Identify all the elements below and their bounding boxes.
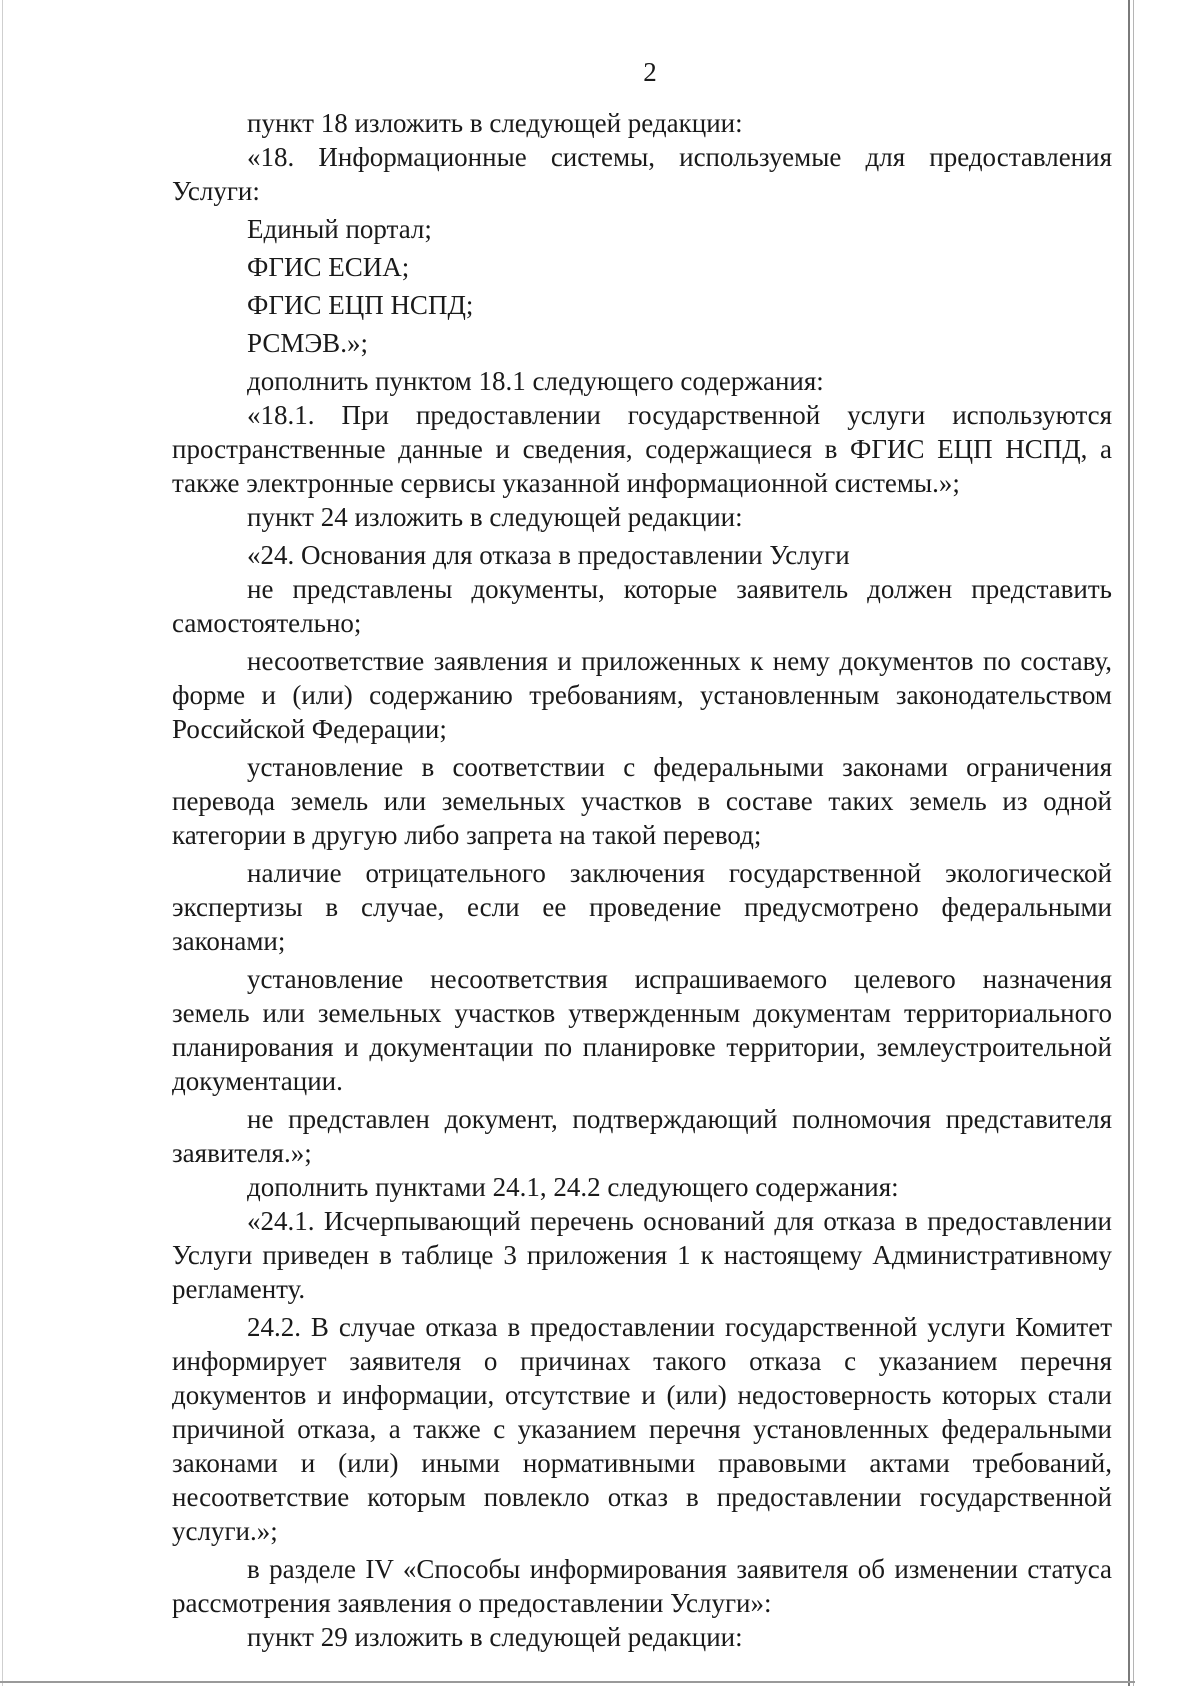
scan-edge-bottom	[0, 1681, 1135, 1683]
paragraph-8: «18.1. При предоставлении государственной услуги используются пространственные данные и сведения, содержащиеся в ФГИС ЕЦП НСПД, а также электронные сервисы указанной информационной системы.»;	[172, 400, 1112, 498]
scan-edge-left	[2, 0, 3, 1686]
paragraph-20: в разделе IV «Способы информирования заявителя об изменении статуса рассмотрения заявления о предоставлении Услуги»:	[172, 1554, 1112, 1618]
paragraph-7: дополнить пунктом 18.1 следующего содержания:	[247, 366, 824, 396]
paragraph-6: РСМЭВ.»;	[247, 328, 368, 358]
paragraph-21: пункт 29 изложить в следующей редакции:	[247, 1622, 743, 1652]
paragraph-12: несоответствие заявления и приложенных к нему документов по составу, форме и (или) содержанию требованиям, установленным законодательством Российской Федерации;	[172, 646, 1112, 744]
page-number: 2	[643, 57, 657, 87]
paragraph-3: Единый портал;	[247, 214, 432, 244]
scan-edge-right	[1128, 0, 1130, 1686]
paragraph-17: дополнить пунктами 24.1, 24.2 следующего содержания:	[247, 1172, 899, 1202]
paragraph-11: не представлены документы, которые заявитель должен представить самостоятельно;	[172, 574, 1112, 638]
paragraph-10: «24. Основания для отказа в предоставлении Услуги	[247, 540, 850, 570]
paragraph-16: не представлен документ, подтверждающий полномочия представителя заявителя.»;	[172, 1104, 1112, 1168]
paragraph-18: «24.1. Исчерпывающий перечень оснований для отказа в предоставлении Услуги приведен в таблице 3 приложения 1 к настоящему Административному регламенту.	[172, 1206, 1112, 1304]
paragraph-9: пункт 24 изложить в следующей редакции:	[247, 502, 743, 532]
paragraph-4: ФГИС ЕСИА;	[247, 252, 410, 282]
paragraph-5: ФГИС ЕЦП НСПД;	[247, 290, 474, 320]
paragraph-13: установление в соответствии с федеральными законами ограничения перевода земель или земельных участков в составе таких земель из одной категории в другую либо запрета на такой перевод;	[172, 752, 1112, 850]
paragraph-14: наличие отрицательного заключения государственной экологической экспертизы в случае, если ее проведение предусмотрено федеральными законами;	[172, 858, 1112, 956]
paragraph-15: установление несоответствия испрашиваемого целевого назначения земель или земельных участков утвержденным документам территориального планирования и документации по планировке территории, землеустроительной документации.	[172, 964, 1112, 1096]
paragraph-1: пункт 18 изложить в следующей редакции:	[247, 108, 743, 138]
document-body	[172, 106, 1112, 1654]
paragraph-2: «18. Информационные системы, используемые для предоставления Услуги:	[172, 142, 1112, 206]
scan-edge-right-inner	[1133, 0, 1134, 1686]
paragraph-19: 24.2. В случае отказа в предоставлении государственной услуги Комитет информирует заявителя о причинах такого отказа с указанием перечня документов и информации, отсутствие и (или) недостоверность которых стали причиной отказа, а также с указанием перечня установленных федеральными законами и (или) иными нормативными правовыми актами требований, несоответствие которым повлекло отказ в предоставлении государственной услуги.»;	[172, 1312, 1112, 1546]
